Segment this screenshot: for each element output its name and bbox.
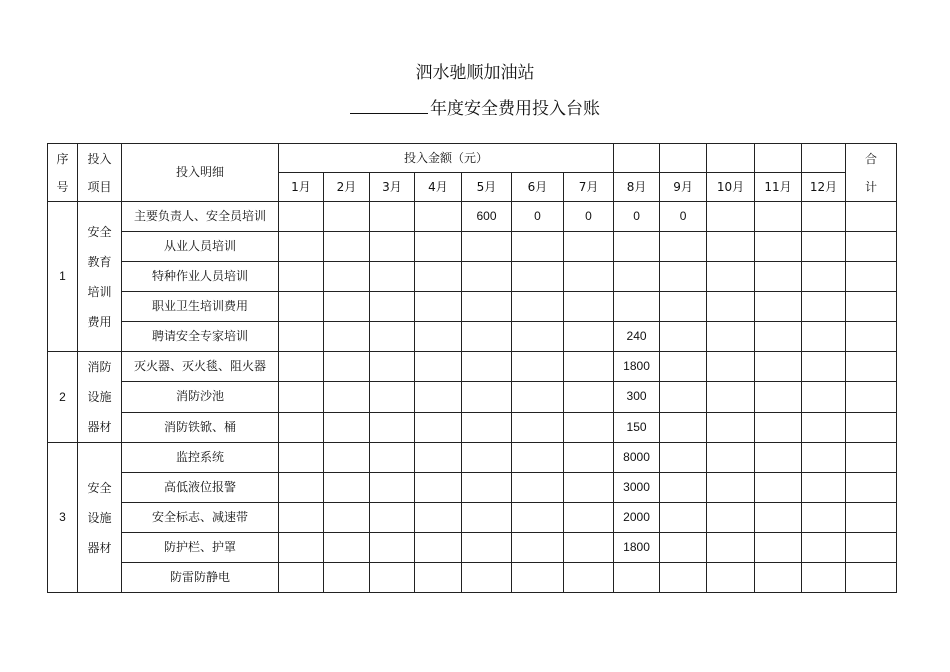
month-amount-cell[interactable] — [564, 382, 614, 412]
month-amount-cell[interactable] — [707, 232, 755, 262]
month-amount-cell[interactable] — [707, 202, 755, 232]
month-amount-cell[interactable] — [370, 262, 415, 292]
month-amount-cell[interactable] — [707, 412, 755, 442]
month-amount-cell[interactable] — [324, 322, 370, 352]
month-amount-cell[interactable] — [755, 443, 802, 473]
month-amount-cell[interactable] — [660, 443, 707, 473]
month-amount-cell[interactable] — [564, 262, 614, 292]
header-month: 2月 — [324, 173, 370, 202]
month-amount-cell[interactable] — [370, 563, 415, 593]
category-line: 费用 — [87, 314, 112, 329]
month-amount-cell[interactable] — [802, 382, 846, 412]
month-amount-cell[interactable] — [755, 533, 802, 563]
header-seq: 序 号 — [48, 144, 78, 202]
row-total-cell[interactable] — [846, 503, 897, 533]
month-amount-cell[interactable] — [660, 262, 707, 292]
row-total-cell[interactable] — [846, 232, 897, 262]
month-amount-cell[interactable]: 150 — [614, 412, 660, 442]
month-amount-cell[interactable] — [279, 322, 324, 352]
document-title: 泗水驰顺加油站 — [415, 63, 535, 83]
category-line: 培训 — [87, 284, 112, 299]
month-amount-cell[interactable] — [755, 503, 802, 533]
year-blank[interactable] — [350, 98, 428, 114]
header-month: 6月 — [512, 173, 564, 202]
month-amount-cell[interactable] — [370, 352, 415, 382]
month-amount-cell[interactable] — [564, 443, 614, 473]
header-month: 8月 — [614, 173, 660, 202]
month-amount-cell[interactable] — [660, 382, 707, 412]
month-amount-cell[interactable] — [512, 352, 564, 382]
header-blank-cell — [660, 144, 707, 173]
month-amount-cell[interactable] — [512, 382, 564, 412]
month-amount-cell[interactable] — [755, 262, 802, 292]
month-amount-cell[interactable] — [564, 352, 614, 382]
month-amount-cell[interactable] — [415, 563, 462, 593]
header-amount: 投入金额（元） — [279, 144, 614, 173]
row-total-cell[interactable] — [846, 352, 897, 382]
month-amount-cell[interactable] — [324, 292, 370, 322]
month-amount-cell[interactable] — [512, 322, 564, 352]
month-amount-cell[interactable] — [324, 382, 370, 412]
table-row — [48, 262, 897, 292]
month-amount-cell[interactable] — [415, 503, 462, 533]
row-total-cell[interactable] — [846, 563, 897, 593]
month-amount-cell[interactable]: 600 — [462, 202, 512, 232]
header-blank-cell — [707, 144, 755, 173]
month-amount-cell[interactable] — [564, 322, 614, 352]
table-row — [48, 322, 897, 352]
row-category — [78, 202, 122, 352]
month-amount-cell[interactable] — [802, 443, 846, 473]
month-amount-cell[interactable] — [279, 473, 324, 503]
month-amount-cell[interactable] — [660, 503, 707, 533]
month-amount-cell[interactable] — [324, 473, 370, 503]
month-amount-cell[interactable] — [415, 322, 462, 352]
row-total-cell[interactable] — [846, 382, 897, 412]
month-amount-cell[interactable] — [614, 563, 660, 593]
month-amount-cell[interactable] — [707, 292, 755, 322]
month-amount-cell[interactable] — [707, 443, 755, 473]
month-amount-cell[interactable] — [707, 352, 755, 382]
month-amount-cell[interactable] — [802, 352, 846, 382]
month-amount-cell[interactable] — [660, 563, 707, 593]
header-month: 12月 — [802, 173, 846, 202]
category-line: 设施 — [87, 390, 112, 404]
month-amount-cell[interactable] — [415, 202, 462, 232]
table-row — [48, 533, 897, 563]
month-amount-cell[interactable] — [279, 262, 324, 292]
header-month: 10月 — [707, 173, 755, 202]
row-detail: 防雷防静电 — [122, 563, 279, 593]
row-detail: 职业卫生培训费用 — [122, 292, 279, 322]
header-row-1 — [48, 144, 897, 173]
row-total-cell[interactable] — [846, 322, 897, 352]
month-amount-cell[interactable] — [370, 503, 415, 533]
header-detail: 投入明细 — [122, 144, 279, 202]
month-amount-cell[interactable] — [279, 232, 324, 262]
safety-cost-ledger-table — [47, 143, 897, 593]
month-amount-cell[interactable] — [802, 202, 846, 232]
month-amount-cell[interactable] — [279, 503, 324, 533]
row-detail: 监控系统 — [122, 443, 279, 473]
month-amount-cell[interactable] — [755, 322, 802, 352]
header-month: 3月 — [370, 173, 415, 202]
month-amount-cell[interactable] — [462, 533, 512, 563]
month-amount-cell[interactable] — [512, 503, 564, 533]
row-detail: 防护栏、护罩 — [122, 533, 279, 563]
header-month: 11月 — [755, 173, 802, 202]
month-amount-cell[interactable] — [755, 202, 802, 232]
month-amount-cell[interactable] — [462, 292, 512, 322]
row-detail: 高低液位报警 — [122, 473, 279, 503]
header-total: 合 计 — [846, 144, 897, 202]
month-amount-cell[interactable] — [462, 382, 512, 412]
category-line: 器材 — [87, 540, 112, 555]
month-amount-cell[interactable]: 0 — [564, 202, 614, 232]
month-amount-cell[interactable] — [415, 292, 462, 322]
category-line: 安全 — [87, 480, 112, 495]
row-detail: 消防沙池 — [122, 382, 279, 412]
month-amount-cell[interactable] — [802, 503, 846, 533]
month-amount-cell[interactable] — [279, 443, 324, 473]
header-month: 7月 — [564, 173, 614, 202]
row-total-cell[interactable] — [846, 202, 897, 232]
document-subtitle — [0, 98, 950, 120]
month-amount-cell[interactable] — [370, 292, 415, 322]
row-detail: 安全标志、减速带 — [122, 503, 279, 533]
month-amount-cell[interactable] — [512, 292, 564, 322]
row-category — [78, 352, 122, 443]
month-amount-cell[interactable] — [370, 412, 415, 442]
row-total-cell[interactable] — [846, 292, 897, 322]
row-detail: 消防铁锨、桶 — [122, 412, 279, 442]
month-amount-cell[interactable] — [802, 533, 846, 563]
month-amount-cell[interactable] — [324, 262, 370, 292]
month-amount-cell[interactable] — [415, 473, 462, 503]
month-amount-cell[interactable] — [512, 563, 564, 593]
month-amount-cell[interactable] — [279, 202, 324, 232]
month-amount-cell[interactable]: 0 — [512, 202, 564, 232]
month-amount-cell[interactable] — [707, 533, 755, 563]
row-total-cell[interactable] — [846, 262, 897, 292]
month-amount-cell[interactable] — [755, 292, 802, 322]
month-amount-cell[interactable] — [802, 322, 846, 352]
month-amount-cell[interactable] — [415, 533, 462, 563]
month-amount-cell[interactable] — [660, 473, 707, 503]
header-month: 1月 — [279, 173, 324, 202]
table-row — [48, 443, 897, 473]
table-row — [48, 412, 897, 442]
row-seq-number: 1 — [48, 202, 78, 352]
table-row — [48, 352, 897, 382]
month-amount-cell[interactable] — [707, 262, 755, 292]
month-amount-cell[interactable]: 0 — [660, 202, 707, 232]
month-amount-cell[interactable] — [707, 563, 755, 593]
month-amount-cell[interactable] — [802, 563, 846, 593]
month-amount-cell[interactable] — [660, 232, 707, 262]
month-amount-cell[interactable] — [564, 563, 614, 593]
month-amount-cell[interactable] — [462, 473, 512, 503]
month-amount-cell[interactable] — [512, 262, 564, 292]
month-amount-cell[interactable] — [802, 412, 846, 442]
table-row — [48, 382, 897, 412]
month-amount-cell[interactable] — [462, 262, 512, 292]
month-amount-cell[interactable] — [614, 292, 660, 322]
month-amount-cell[interactable] — [755, 473, 802, 503]
month-amount-cell[interactable] — [324, 563, 370, 593]
month-amount-cell[interactable] — [370, 232, 415, 262]
month-amount-cell[interactable] — [279, 563, 324, 593]
month-amount-cell[interactable] — [564, 503, 614, 533]
month-amount-cell[interactable] — [324, 503, 370, 533]
month-amount-cell[interactable] — [279, 533, 324, 563]
month-amount-cell[interactable] — [415, 412, 462, 442]
month-amount-cell[interactable]: 8000 — [614, 443, 660, 473]
header-month: 5月 — [462, 173, 512, 202]
month-amount-cell[interactable] — [660, 412, 707, 442]
month-amount-cell[interactable] — [614, 232, 660, 262]
month-amount-cell[interactable]: 3000 — [614, 473, 660, 503]
month-amount-cell[interactable] — [462, 232, 512, 262]
row-total-cell[interactable] — [846, 473, 897, 503]
month-amount-cell[interactable] — [755, 382, 802, 412]
table-row — [48, 202, 897, 232]
table-row — [48, 563, 897, 593]
month-amount-cell[interactable] — [324, 443, 370, 473]
month-amount-cell[interactable] — [370, 382, 415, 412]
month-amount-cell[interactable] — [755, 412, 802, 442]
row-detail: 聘请安全专家培训 — [122, 322, 279, 352]
month-amount-cell[interactable] — [279, 382, 324, 412]
header-month: 9月 — [660, 173, 707, 202]
row-detail: 从业人员培训 — [122, 232, 279, 262]
row-total-cell[interactable] — [846, 443, 897, 473]
category-line: 消防 — [87, 360, 112, 374]
category-line: 教育 — [87, 254, 112, 269]
table-row — [48, 473, 897, 503]
month-amount-cell[interactable] — [802, 232, 846, 262]
month-amount-cell[interactable] — [707, 473, 755, 503]
month-amount-cell[interactable] — [512, 232, 564, 262]
table-row — [48, 232, 897, 262]
header-project: 投入 项目 — [78, 144, 122, 202]
month-amount-cell[interactable] — [707, 322, 755, 352]
month-amount-cell[interactable] — [802, 262, 846, 292]
header-blank-cell — [802, 144, 846, 173]
row-seq-number: 3 — [48, 443, 78, 593]
month-amount-cell[interactable]: 240 — [614, 322, 660, 352]
month-amount-cell[interactable] — [707, 503, 755, 533]
category-line: 设施 — [87, 510, 112, 525]
month-amount-cell[interactable] — [279, 352, 324, 382]
row-seq-number: 2 — [48, 352, 78, 443]
month-amount-cell[interactable] — [415, 262, 462, 292]
month-amount-cell[interactable] — [802, 473, 846, 503]
month-amount-cell[interactable] — [512, 473, 564, 503]
month-amount-cell[interactable] — [755, 563, 802, 593]
table-row — [48, 292, 897, 322]
month-amount-cell[interactable] — [415, 352, 462, 382]
month-amount-cell[interactable] — [802, 292, 846, 322]
month-amount-cell[interactable] — [462, 563, 512, 593]
month-amount-cell[interactable] — [324, 202, 370, 232]
row-category — [78, 443, 122, 593]
month-amount-cell[interactable]: 300 — [614, 382, 660, 412]
ledger-body — [48, 202, 897, 593]
month-amount-cell[interactable]: 1800 — [614, 533, 660, 563]
month-amount-cell[interactable] — [462, 443, 512, 473]
month-amount-cell[interactable]: 2000 — [614, 503, 660, 533]
month-amount-cell[interactable] — [370, 533, 415, 563]
month-amount-cell[interactable] — [512, 412, 564, 442]
header-month: 4月 — [415, 173, 462, 202]
month-amount-cell[interactable] — [415, 382, 462, 412]
month-amount-cell[interactable] — [370, 443, 415, 473]
header-blank-cell — [755, 144, 802, 173]
month-amount-cell[interactable] — [707, 382, 755, 412]
month-amount-cell[interactable] — [564, 232, 614, 262]
month-amount-cell[interactable] — [370, 202, 415, 232]
row-detail: 特种作业人员培训 — [122, 262, 279, 292]
month-amount-cell[interactable] — [564, 533, 614, 563]
row-detail: 灭火器、灭火毯、阻火器 — [122, 352, 279, 382]
month-amount-cell[interactable] — [660, 322, 707, 352]
month-amount-cell[interactable] — [660, 292, 707, 322]
row-detail: 主要负责人、安全员培训 — [122, 202, 279, 232]
month-amount-cell[interactable] — [512, 533, 564, 563]
category-line: 器材 — [87, 420, 112, 434]
category-line: 安全 — [87, 224, 112, 239]
month-amount-cell[interactable] — [755, 232, 802, 262]
month-amount-cell[interactable] — [462, 322, 512, 352]
month-amount-cell[interactable] — [660, 352, 707, 382]
month-amount-cell[interactable] — [564, 473, 614, 503]
month-amount-cell[interactable] — [415, 232, 462, 262]
month-amount-cell[interactable] — [462, 352, 512, 382]
month-amount-cell[interactable] — [279, 412, 324, 442]
month-amount-cell[interactable] — [415, 443, 462, 473]
subtitle-text: 年度安全费用投入台账 — [430, 99, 600, 119]
header-blank-cell — [614, 144, 660, 173]
month-amount-cell[interactable] — [279, 292, 324, 322]
month-amount-cell[interactable]: 0 — [614, 202, 660, 232]
month-amount-cell[interactable] — [370, 322, 415, 352]
month-amount-cell[interactable] — [324, 352, 370, 382]
month-amount-cell[interactable] — [564, 412, 614, 442]
month-amount-cell[interactable] — [462, 503, 512, 533]
month-amount-cell[interactable] — [512, 443, 564, 473]
month-amount-cell[interactable] — [370, 473, 415, 503]
row-total-cell[interactable] — [846, 412, 897, 442]
month-amount-cell[interactable] — [614, 262, 660, 292]
month-amount-cell[interactable] — [564, 292, 614, 322]
month-amount-cell[interactable]: 1800 — [614, 352, 660, 382]
month-amount-cell[interactable] — [324, 533, 370, 563]
month-amount-cell[interactable] — [462, 412, 512, 442]
month-amount-cell[interactable] — [755, 352, 802, 382]
table-row — [48, 503, 897, 533]
month-amount-cell[interactable] — [324, 412, 370, 442]
row-total-cell[interactable] — [846, 533, 897, 563]
month-amount-cell[interactable] — [324, 232, 370, 262]
month-amount-cell[interactable] — [660, 533, 707, 563]
